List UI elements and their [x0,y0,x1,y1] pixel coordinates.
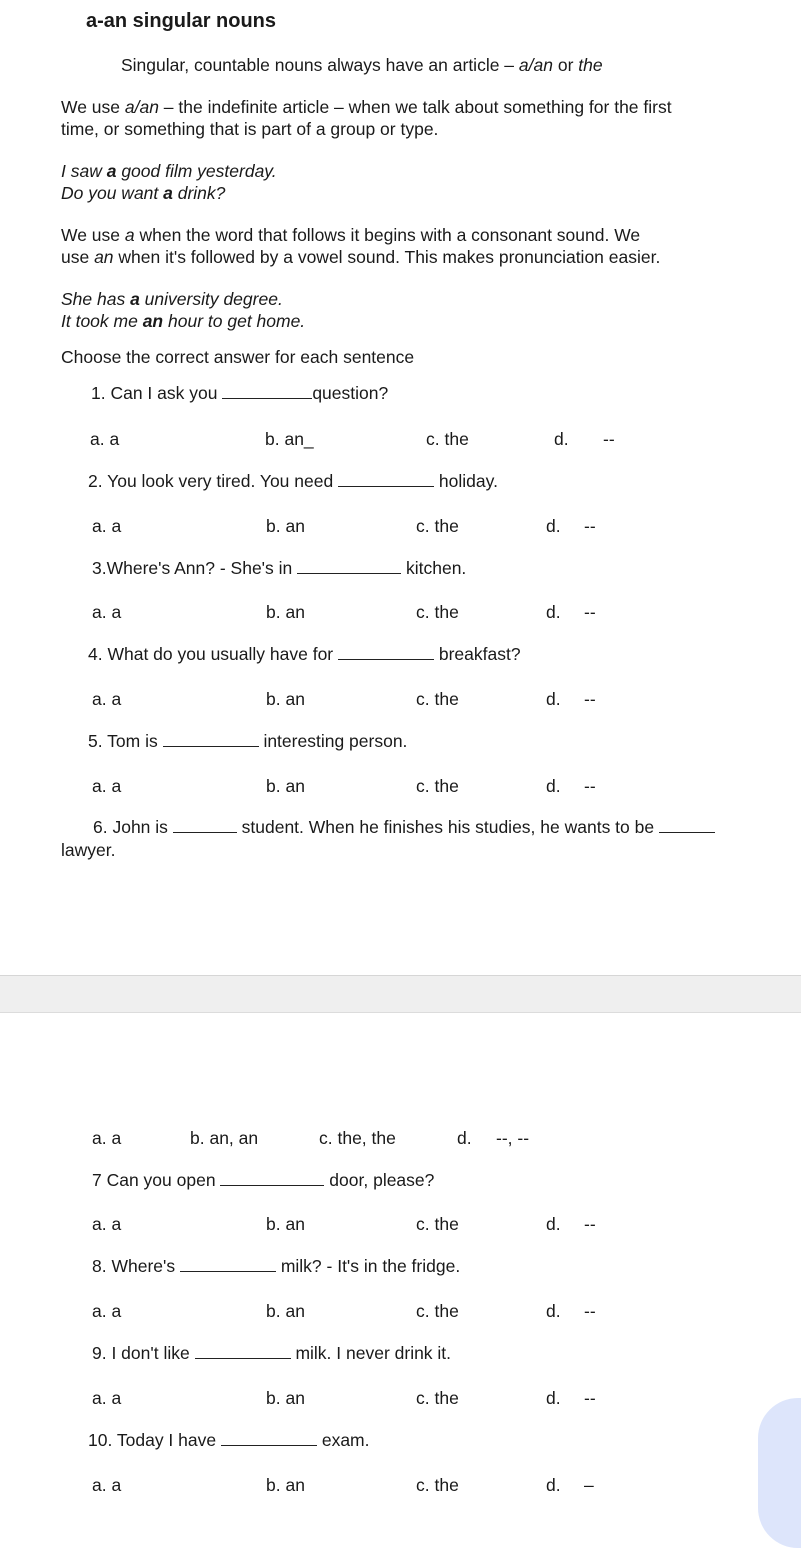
q7-option-a[interactable]: a. a [92,1214,122,1234]
q6-option-d[interactable]: d. [457,1128,472,1148]
answer-blank[interactable] [180,1257,276,1272]
q2-option-d-value: -- [584,516,596,536]
answer-blank[interactable] [163,732,259,747]
intro-line: Singular, countable nouns always have an article – a/an or the [121,55,603,75]
q5-option-a[interactable]: a. a [92,776,122,796]
q2-option-c[interactable]: c. the [416,516,459,536]
answer-blank-2[interactable] [659,818,715,833]
answer-blank[interactable] [297,559,401,574]
q3-option-d[interactable]: d. [546,602,561,622]
q1-option-d-value: -- [603,429,615,449]
q5-option-b[interactable]: b. an [266,776,305,796]
q6-option-a[interactable]: a. a [92,1128,122,1148]
answer-blank[interactable] [221,1431,317,1446]
paragraph-2-line-1: We use a when the word that follows it begins with a consonant sound. We [61,225,641,245]
q2-option-d[interactable]: d. [546,516,561,536]
q10-option-d[interactable]: d. [546,1475,561,1495]
q9-option-c[interactable]: c. the [416,1388,459,1408]
q9-option-b[interactable]: b. an [266,1388,305,1408]
q3-option-c[interactable]: c. the [416,602,459,622]
q8-option-d[interactable]: d. [546,1301,561,1321]
q10-option-a[interactable]: a. a [92,1475,122,1495]
q9-option-d-value: -- [584,1388,596,1408]
question-8: 8. Where's milk? - It's in the fridge. [92,1256,461,1276]
answer-blank[interactable] [222,384,312,399]
q3-option-a[interactable]: a. a [92,602,122,622]
question-5: 5. Tom is interesting person. [88,731,408,751]
q1-option-b[interactable]: b. an_ [265,429,314,449]
q3-option-d-value: -- [584,602,596,622]
question-3: 3.Where's Ann? - She's in kitchen. [92,558,467,578]
question-4: 4. What do you usually have for breakfast? [88,644,521,664]
q7-option-d[interactable]: d. [546,1214,561,1234]
q4-option-c[interactable]: c. the [416,689,459,709]
page-title: a-an singular nouns [86,10,277,32]
q8-option-d-value: -- [584,1301,596,1321]
q1-option-d[interactable]: d. [554,429,569,449]
q8-option-b[interactable]: b. an [266,1301,305,1321]
question-1: 1. Can I ask you question? [91,383,389,403]
q9-option-a[interactable]: a. a [92,1388,122,1408]
q1-option-a[interactable]: a. a [90,429,120,449]
q10-option-b[interactable]: b. an [266,1475,305,1495]
paragraph-2-line-2: use an when it's followed by a vowel sound. This makes pronunciation easier. [61,247,661,267]
q8-option-a[interactable]: a. a [92,1301,122,1321]
q5-option-d-value: -- [584,776,596,796]
q2-option-b[interactable]: b. an [266,516,305,536]
answer-blank[interactable] [173,818,237,833]
q2-option-a[interactable]: a. a [92,516,122,536]
q6-option-b[interactable]: b. an, an [190,1128,259,1148]
paragraph-1-line-2: time, or something that is part of a group or type. [61,119,439,139]
answer-blank[interactable] [195,1344,291,1359]
question-6: 6. John is student. When he finishes his studies, he wants to be [93,816,715,838]
q6-option-d-value: --, -- [496,1128,530,1148]
question-6-line-2: lawyer. [61,840,116,860]
q6-option-c[interactable]: c. the, the [319,1128,396,1148]
q8-option-c[interactable]: c. the [416,1301,459,1321]
q7-option-c[interactable]: c. the [416,1214,459,1234]
corner-decoration [758,1398,801,1548]
q10-option-c[interactable]: c. the [416,1475,459,1495]
q9-option-d[interactable]: d. [546,1388,561,1408]
question-7: 7 Can you open door, please? [92,1170,435,1190]
q4-option-d[interactable]: d. [546,689,561,709]
paragraph-1-line-1: We use a/an – the indefinite article – when we talk about something for the first [61,97,672,117]
q10-option-d-value: – [584,1475,594,1495]
q5-option-d[interactable]: d. [546,776,561,796]
q5-option-c[interactable]: c. the [416,776,459,796]
example-3: She has a university degree. [61,289,283,309]
question-10: 10. Today I have exam. [88,1430,370,1450]
question-2: 2. You look very tired. You need holiday. [88,471,498,491]
q4-option-a[interactable]: a. a [92,689,122,709]
q7-option-b[interactable]: b. an [266,1214,305,1234]
example-2: Do you want a drink? [61,183,226,203]
answer-blank[interactable] [220,1171,324,1186]
q7-option-d-value: -- [584,1214,596,1234]
q1-option-c[interactable]: c. the [426,429,469,449]
example-4: It took me an hour to get home. [61,311,306,331]
q3-option-b[interactable]: b. an [266,602,305,622]
answer-blank[interactable] [338,472,434,487]
q4-option-b[interactable]: b. an [266,689,305,709]
instruction: Choose the correct answer for each sentence [61,347,415,367]
answer-blank[interactable] [338,645,434,660]
q4-option-d-value: -- [584,689,596,709]
example-1: I saw a good film yesterday. [61,161,277,181]
page-separator [0,975,801,1013]
question-9: 9. I don't like milk. I never drink it. [92,1343,452,1363]
